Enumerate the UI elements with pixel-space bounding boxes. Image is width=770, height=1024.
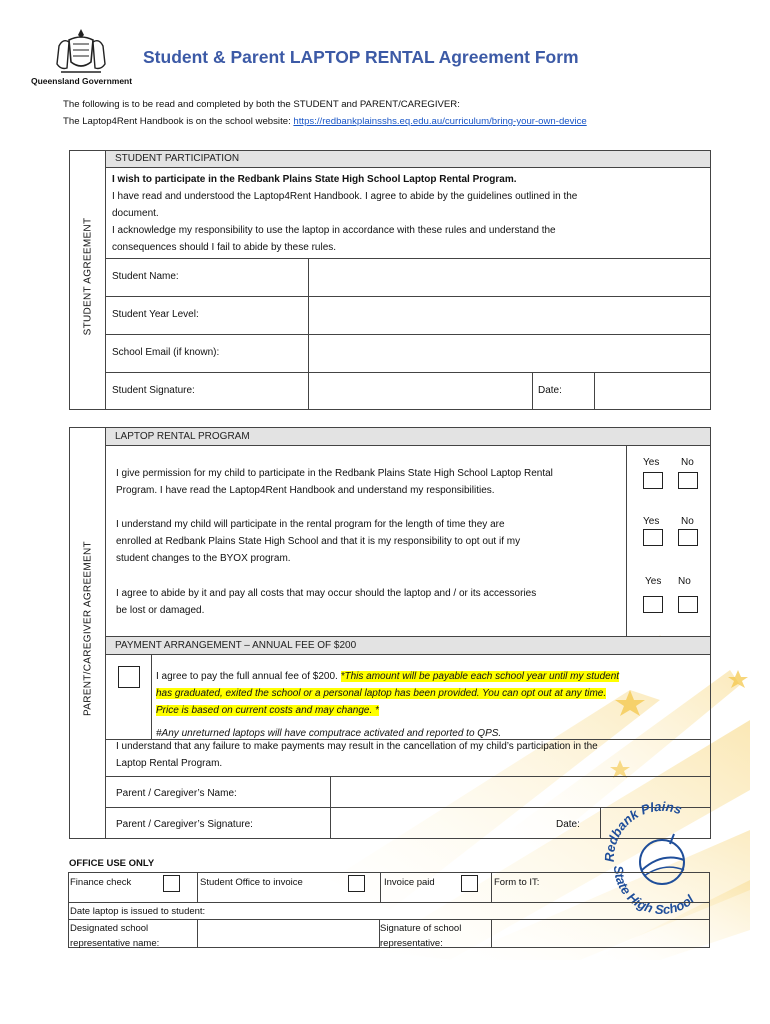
student-line-2: I have read and understood the Laptop4Rent Handbook. I agree to abide by the guidelines outlined in the bbox=[112, 191, 578, 202]
q1-line-1: I give permission for my child to participate in the Redbank Plains State High School Laptop Rental bbox=[116, 468, 553, 479]
student-date-label: Date: bbox=[538, 385, 562, 396]
office-use-title: OFFICE USE ONLY bbox=[69, 858, 155, 869]
office-use-section bbox=[68, 856, 711, 949]
student-agreement-side-label: STUDENT AGREEMENT bbox=[82, 217, 94, 336]
payment-agreement-text bbox=[156, 668, 708, 742]
rep-name-label: Designated school representative name: bbox=[70, 923, 160, 949]
student-name-label: Student Name: bbox=[112, 271, 179, 282]
q2-text bbox=[116, 516, 520, 567]
page-title: Student & Parent LAPTOP RENTAL Agreement Form bbox=[143, 47, 579, 67]
q2-no-label: No bbox=[681, 516, 694, 527]
q3-yes-label: Yes bbox=[645, 576, 662, 587]
pay-note: #Any unreturned laptops will have computrace activated and reported to QPS. bbox=[156, 728, 502, 739]
student-participation-text bbox=[112, 171, 702, 256]
q2-line-3: student changes to the BYOX program. bbox=[116, 553, 291, 564]
student-year-field[interactable] bbox=[308, 296, 675, 334]
intro-line-2 bbox=[63, 113, 587, 130]
q1-no-checkbox[interactable] bbox=[678, 472, 698, 489]
student-office-label: Student Office to invoice bbox=[200, 877, 303, 888]
rep-name-field[interactable] bbox=[197, 919, 380, 948]
q2-line-1: I understand my child will participate in the rental program for the length of time they are bbox=[116, 519, 505, 530]
parent-agreement-side-label: PARENT/CAREGIVER AGREEMENT bbox=[82, 541, 94, 716]
cancel-text bbox=[116, 738, 598, 772]
parent-signature-label: Parent / Caregiver’s Signature: bbox=[116, 819, 253, 830]
laptop-rental-program-header: LAPTOP RENTAL PROGRAM bbox=[106, 428, 710, 446]
logo-arc-bottom: State High School bbox=[610, 864, 697, 918]
student-line-1: I wish to participate in the Redbank Plains State High School Laptop Rental Program. bbox=[112, 174, 517, 185]
q3-no-checkbox[interactable] bbox=[678, 596, 698, 613]
q3-no-label: No bbox=[678, 576, 691, 587]
q1-text bbox=[116, 465, 553, 499]
form-to-it-label: Form to IT: bbox=[494, 877, 540, 888]
invoice-paid-checkbox[interactable] bbox=[461, 875, 478, 892]
finance-check-checkbox[interactable] bbox=[163, 875, 180, 892]
q2-yes-checkbox[interactable] bbox=[643, 529, 663, 546]
student-date-field[interactable] bbox=[594, 372, 711, 409]
student-signature-field[interactable] bbox=[308, 372, 533, 409]
rep-signature-label: Signature of school representative: bbox=[380, 923, 462, 949]
q1-no-label: No bbox=[681, 457, 694, 468]
invoice-paid-label: Invoice paid bbox=[384, 877, 435, 888]
handbook-link[interactable]: https://redbankplainsshs.eq.edu.au/curriculum/bring-your-own-device bbox=[293, 116, 587, 127]
pay-line-3-highlight: Price is based on current costs and may change. * bbox=[156, 705, 379, 716]
student-signature-label: Student Signature: bbox=[112, 385, 195, 396]
parent-signature-field[interactable] bbox=[330, 807, 541, 838]
date-issued-label: Date laptop is issued to student: bbox=[70, 906, 206, 917]
parent-name-label: Parent / Caregiver’s Name: bbox=[116, 788, 237, 799]
student-office-checkbox[interactable] bbox=[348, 875, 365, 892]
crest-icon bbox=[51, 26, 111, 78]
payment-agree-checkbox[interactable] bbox=[118, 666, 140, 688]
pay-line-1-highlight: *This amount will be payable each school year until my student bbox=[340, 671, 620, 682]
student-line-4: I acknowledge my responsibility to use the laptop in accordance with these rules and understand the bbox=[112, 225, 556, 236]
q2-yes-label: Yes bbox=[643, 516, 660, 527]
logo-arc-top: Redbank Plains bbox=[601, 800, 684, 863]
student-email-label: School Email (if known): bbox=[112, 347, 220, 358]
rep-signature-field[interactable] bbox=[491, 919, 711, 948]
queensland-government-logo bbox=[31, 26, 141, 90]
q3-line-2: be lost or damaged. bbox=[116, 605, 205, 616]
q3-line-1: I agree to abide by it and pay all costs that may occur should the laptop and / or its accessories bbox=[116, 588, 537, 599]
student-agreement-section bbox=[69, 150, 711, 410]
q2-line-2: enrolled at Redbank Plains State High School and that it is my responsibility to opt out if my bbox=[116, 536, 521, 547]
student-email-field[interactable] bbox=[308, 334, 675, 372]
parent-agreement-section bbox=[69, 427, 711, 839]
pay-line-2-highlight: has graduated, exited the school or a personal laptop has been provided. You can opt out at any time. bbox=[156, 688, 607, 699]
cancel-line-2: Laptop Rental Program. bbox=[116, 758, 223, 769]
q3-yes-checkbox[interactable] bbox=[643, 596, 663, 613]
q1-yes-label: Yes bbox=[643, 457, 660, 468]
intro-line-2-prefix: The Laptop4Rent Handbook is on the school website: bbox=[63, 116, 294, 127]
student-name-field[interactable] bbox=[308, 258, 675, 296]
parent-date-label: Date: bbox=[556, 819, 580, 830]
pay-line-1-plain: I agree to pay the full annual fee of $200. bbox=[156, 671, 341, 682]
student-line-5: consequences should I fail to abide by these rules. bbox=[112, 242, 337, 253]
q1-yes-checkbox[interactable] bbox=[643, 472, 663, 489]
q1-line-2: Program. I have read the Laptop4Rent Handbook and understand my responsibilities. bbox=[116, 485, 495, 496]
gov-text: Queensland Government bbox=[31, 76, 133, 86]
cancel-line-1: I understand that any failure to make payments may result in the cancellation of my child’s participation in the bbox=[116, 741, 598, 752]
payment-arrangement-header: PAYMENT ARRANGEMENT – ANNUAL FEE OF $200 bbox=[106, 636, 710, 655]
intro-line-1: The following is to be read and completed by both the STUDENT and PARENT/CAREGIVER: bbox=[63, 99, 460, 110]
q3-text bbox=[116, 585, 536, 619]
student-participation-header: STUDENT PARTICIPATION bbox=[106, 151, 710, 168]
q2-no-checkbox[interactable] bbox=[678, 529, 698, 546]
finance-check-label: Finance check bbox=[70, 877, 132, 888]
student-line-3: document. bbox=[112, 208, 159, 219]
student-year-label: Student Year Level: bbox=[112, 309, 199, 320]
